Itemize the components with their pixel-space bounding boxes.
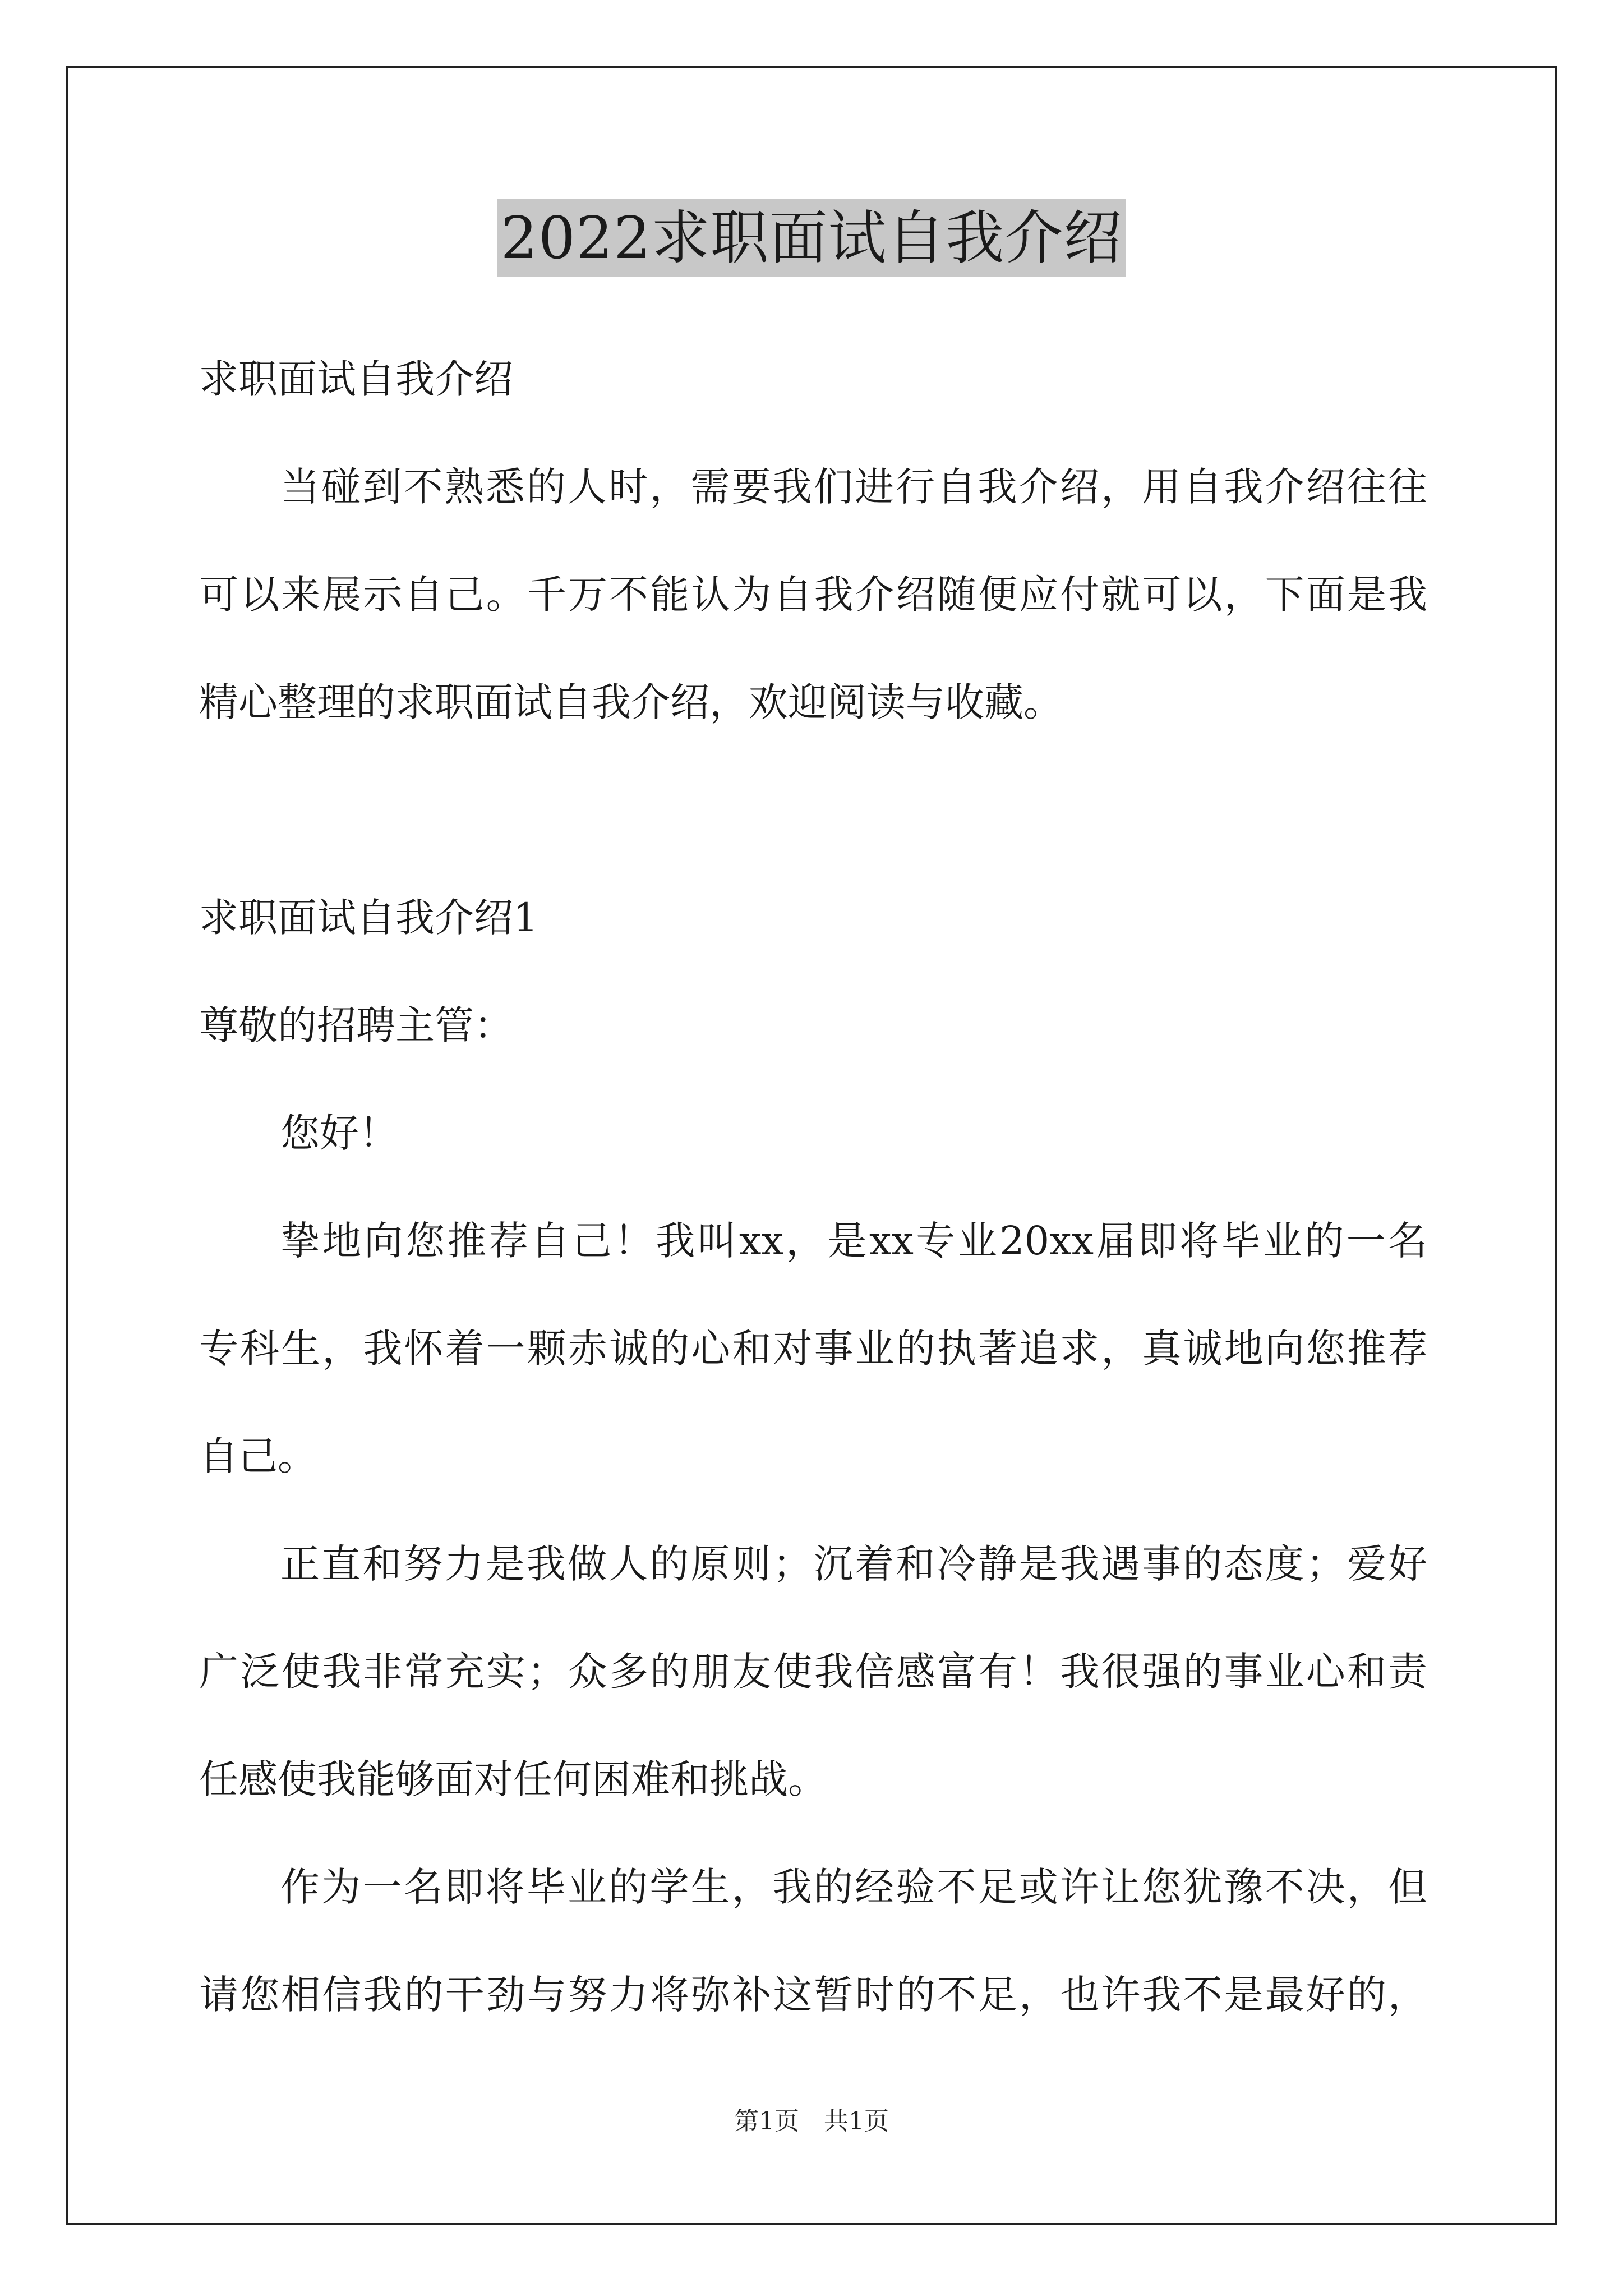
subsection-heading: 求职面试自我介绍1: [199, 895, 538, 941]
body-paragraph-line: 专科生，我怀着一颗赤诚的心和对事业的执著追求，真诚地向您推荐: [199, 1326, 1427, 1372]
body-paragraph-line: 作为一名即将毕业的学生，我的经验不足或许让您犹豫不决，但: [280, 1864, 1427, 1910]
intro-paragraph-line: 可以来展示自己。千万不能认为自我介绍随便应付就可以，下面是我: [199, 572, 1427, 618]
intro-paragraph-line: 当碰到不熟悉的人时，需要我们进行自我介绍，用自我介绍往往: [280, 464, 1427, 510]
body-paragraph-line: 自己。: [199, 1433, 317, 1479]
salutation: 尊敬的招聘主管：: [199, 1002, 513, 1048]
intro-paragraph-line: 精心整理的求职面试自我介绍，欢迎阅读与收藏。: [199, 679, 1063, 725]
greeting: 您好！: [280, 1110, 398, 1156]
body-paragraph-line: 正直和努力是我做人的原则；沉着和冷静是我遇事的态度；爱好: [280, 1541, 1427, 1587]
body-paragraph-line: 挚地向您推荐自己！我叫xx，是xx专业20xx届即将毕业的一名: [280, 1218, 1427, 1264]
body-paragraph-line: 请您相信我的干劲与努力将弥补这暂时的不足，也许我不是最好的，: [199, 1972, 1427, 2018]
page-footer: 第1页 共1页: [734, 2107, 889, 2136]
body-paragraph-line: 任感使我能够面对任何困难和挑战。: [199, 1756, 827, 1802]
body-paragraph-line: 广泛使我非常充实；众多的朋友使我倍感富有！我很强的事业心和责: [199, 1649, 1427, 1695]
document-title: 2022求职面试自我介绍: [497, 199, 1126, 277]
section-heading: 求职面试自我介绍: [199, 356, 513, 402]
title-container: [0, 199, 1623, 277]
